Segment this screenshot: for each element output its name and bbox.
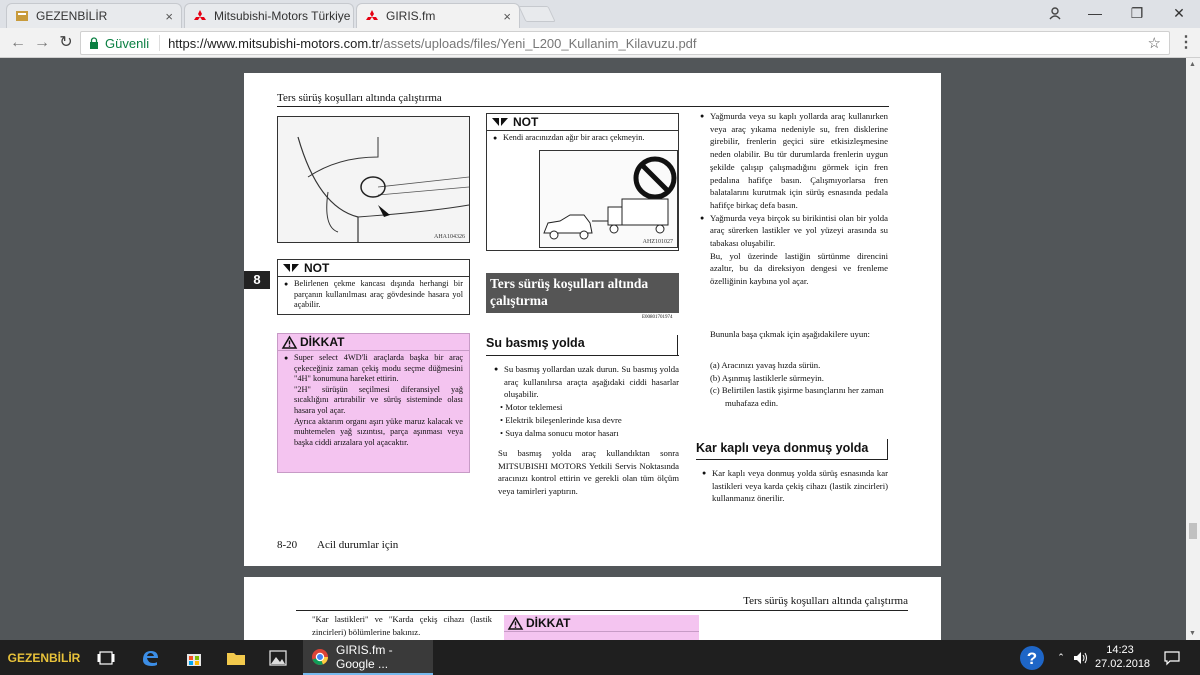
note-body [278,277,469,313]
pdf-page [244,577,941,647]
tow-hook-illustration [278,117,469,242]
subsection-rule-end [677,335,678,355]
volume-icon[interactable] [1072,640,1090,675]
warning-body [278,351,469,450]
subsection-title-snow: Kar kaplı veya donmuş yolda [696,441,869,455]
warning-text: ● Super select 4WD'li araçlarda başka bir araç çekeceğiniz zaman çekiş modu seçme düğmesini "4H" konumuna hareket ettirin. [284,353,463,385]
photos-icon[interactable] [264,640,292,675]
note-body [487,131,678,146]
profile-icon[interactable] [1042,3,1068,23]
page-scrollbar[interactable] [1186,58,1200,640]
close-tab-icon[interactable]: × [503,8,511,24]
file-explorer-icon[interactable] [222,640,250,675]
tab-gezenbilir[interactable] [6,3,182,28]
security-indicator[interactable] [81,35,160,51]
warning-text: "2H" sürüşün seçilmesi diferansiyel yağ sıcaklığını artırabilir ve sürüş sisteminde olası hasara yol açar. [294,384,463,415]
taskbar-window-title: GIRIS.fm - Google ... [336,642,393,671]
tow-hook-figure [277,116,470,243]
rain-list-item: (c) Belirtilen lastik şişirme basınçlarını her zaman muhafaza edin. [710,385,884,409]
rain-list [710,359,888,410]
clock-date: 27.02.2018 [1095,658,1151,670]
warning-text: Ayrıca aktarım organı aşırı yüke maruz kalacak ve muhtemelen yağ sızıntısı, parça aşınması veya başka ciddi arızalara yol açacaktır. [294,416,463,447]
note-text: ● Belirlenen çekme kancası dışında herhangi bir parçanın kullanılması araç gövdesinde hasara yol açabilir. [284,279,463,311]
flooded-paragraph: Su basmış yolda araç kullandıktan sonra MITSUBISHI MOTORS Yetkili Servis Noktasında aracınızı kontrol ettirin ve gerekli olan tüm ölçüm veya tamirleri yaptırın. [498,448,679,497]
subsection-rule [486,355,679,356]
flooded-text [494,363,679,439]
notifications-icon[interactable] [1160,640,1184,675]
note-title: NOT [513,115,539,129]
url-text[interactable] [168,36,696,51]
menu-icon[interactable]: ⋮ [1178,34,1194,51]
system-clock[interactable] [1095,643,1151,671]
rain-bullet: ● Yağmurda veya birçok su birikintisi olan bir yolda araç sürerken lastikler ve yol yüzeyi arasında su tabakası oluşabilir. [700,212,888,250]
scroll-down-icon[interactable]: ▼ [1189,630,1196,637]
no-towing-illustration [540,151,677,247]
running-head: Ters sürüş koşulları altında çalıştırma [743,595,908,607]
figure-code: AHZ101027 [642,239,673,245]
section-title: Ters sürüş koşulları altında çalıştırma [486,273,679,313]
note-text: ● Kendi aracınızdan ağır bir aracı çekmeyin. [493,133,672,144]
store-icon[interactable] [180,640,208,675]
warning-title: DİKKAT [526,616,571,630]
mitsubishi-favicon [365,9,379,23]
windows-taskbar [0,640,1200,675]
page2-text: "Kar lastikleri" ve "Karda çekiş cihazı (lastik zincirleri) bölümlerine bakınız. [312,614,492,637]
back-arrow-icon[interactable]: ← [10,34,26,51]
close-tab-icon[interactable]: × [165,8,173,24]
start-brand-logo[interactable]: GEZENBİLİR [7,650,81,665]
warning-heading [278,334,469,351]
task-view-icon[interactable] [92,640,120,675]
tab-title: Mitsubishi-Motors Türkiye [214,9,351,23]
rain-paragraph: Bununla başa çıkmak için aşağıdakilere uyun: [710,329,870,339]
rain-list-item: (a) Aracınızı yavaş hızda sürün. [710,360,821,370]
flooded-item: • Elektrik bileşenlerinde kısa devre [500,414,622,425]
page-number: 8-20 [277,539,298,551]
svg-text:?: ? [1026,648,1038,668]
gezenbilir-favicon [15,9,29,23]
subsection-rule-end [887,439,888,459]
secure-label: Güvenli [105,35,150,51]
show-hidden-icons-icon[interactable]: ⌃ [1057,652,1065,662]
header-rule [277,106,889,107]
pdf-page [244,73,941,566]
tab-mitsubishi[interactable] [184,3,354,28]
no-towing-figure [539,150,678,248]
scroll-thumb[interactable] [1189,523,1197,539]
close-window-button[interactable]: ✕ [1173,5,1185,21]
clock-time: 14:23 [1106,644,1134,656]
subsection-title-flooded: Su basmış yolda [486,336,585,350]
rain-text [700,110,888,288]
taskbar-chrome-window[interactable] [303,640,433,675]
chapter-tab: 8 [244,271,270,289]
tab-title: GIRIS.fm [386,9,436,23]
tab-strip [0,0,1200,28]
flooded-item: • Motor teklemesi [500,402,563,413]
warning-triangle-icon [282,336,297,349]
lock-icon [89,37,99,49]
warning-title: DİKKAT [300,335,345,349]
snow-text [702,467,888,505]
note-box-towing [486,113,679,251]
flooded-bullet: ● Su basmış yollardan uzak durun. Su basmış yolda araç kullanılırsa araçta aşağıdaki ciddi hasarlar oluşabilir. [494,363,679,401]
flooded-item: • Suya dalma sonucu motor hasarı [500,427,619,438]
running-head: Ters sürüş koşulları altında çalıştırma [277,92,442,104]
mitsubishi-favicon [193,9,207,23]
note-title: NOT [304,261,330,275]
header-rule [296,610,908,611]
restore-button[interactable]: ❐ [1130,5,1144,21]
tab-title: GEZENBİLİR [36,9,108,23]
help-icon[interactable] [1016,640,1048,675]
reload-icon[interactable]: ↻ [59,34,73,51]
section-code: E00801701974 [642,315,673,320]
warning-heading [504,615,699,632]
scroll-up-icon[interactable]: ▲ [1189,61,1196,68]
new-tab-button[interactable] [518,6,555,22]
rain-text-continued: Bu, yol üzerinde lastiğin sürtünme direncini azaltır, bu da direksiyon dengesi ve frenleme özelliğinin kaybına yol açar. [710,250,888,287]
subsection-rule [696,459,888,460]
note-icon [282,262,300,274]
warning-triangle-icon [508,617,523,630]
rain-list-item: (b) Aşınmış lastiklerle sürmeyin. [710,372,824,383]
footer-title: Acil durumlar için [317,539,399,551]
minimize-button[interactable]: — [1088,5,1102,21]
tab-giris[interactable] [356,3,520,28]
address-bar[interactable] [80,31,1170,55]
edge-icon[interactable] [136,640,164,675]
figure-code: AHA104326 [434,234,465,240]
note-icon [491,116,509,128]
snow-bullet: ● Kar kaplı veya donmuş yolda sürüş esnasında kar lastikleri veya karda çekiş cihazı (lastik zincirleri) kullanmanız önerilir. [702,467,888,505]
bookmark-star-icon[interactable]: ☆ [1147,35,1161,52]
chrome-icon [311,648,329,666]
url-host: https://www.mitsubishi-motors.com.tr [168,35,380,51]
warning-box [277,333,470,473]
browser-toolbar [0,28,1200,58]
note-box-hook [277,259,470,315]
note-heading [487,114,678,131]
note-heading [278,260,469,277]
forward-arrow-icon[interactable]: → [34,34,50,51]
rain-bullet: ● Yağmurda veya su kaplı yollarda araç kullanırken veya araç yıkama nedeniyle su, fren disklerine girebilir, frenlerin geçici süre etkisizleşmesine neden olabilir. Bu tür durumlarda frenlerin uygun şekilde çalışıp çalışmadığını görmek için fren pedalına hafifçe basın. Çalışmıyorlarsa fren balatalarını kurutmak için sürüş esnasında pedala hafifçe birkaç defa basın. [700,110,888,212]
url-path: /assets/uploads/files/Yeni_L200_Kullanim_Kilavuzu.pdf [379,35,697,51]
